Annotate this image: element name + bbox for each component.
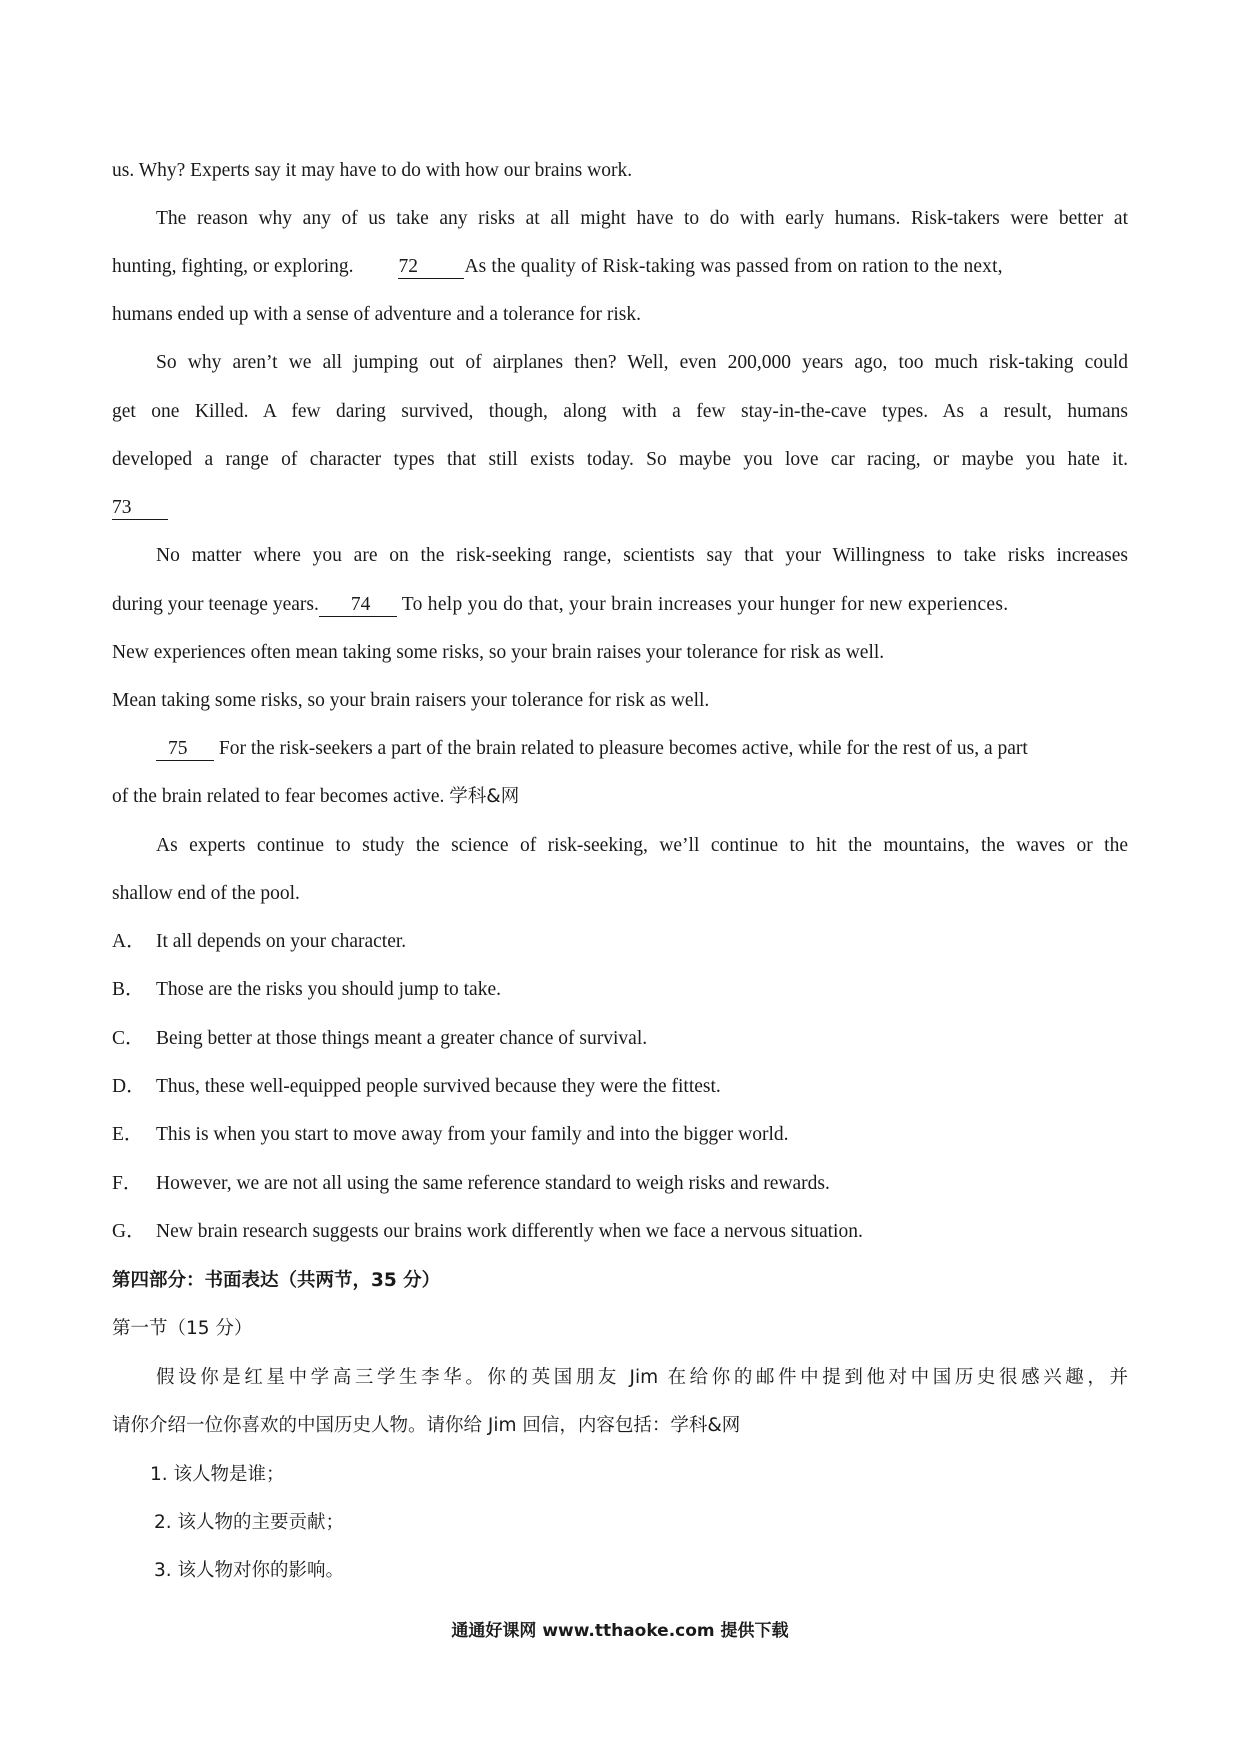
prompt-item: 3. 该人物对你的影响。 xyxy=(154,1560,345,1581)
passage-line: us. Why? Experts say it may have to do with how our brains work. xyxy=(112,160,633,181)
passage-line xyxy=(112,784,1128,810)
option-letter: D． xyxy=(112,1076,146,1097)
passage-text: during your teenage years. xyxy=(112,594,319,615)
passage-text: hunting, fighting, or exploring. xyxy=(112,256,354,277)
option-letter: F． xyxy=(112,1173,143,1194)
passage-line: humans ended up with a sense of adventure and a tolerance for risk. xyxy=(112,304,642,325)
option-f xyxy=(112,1171,1128,1197)
option-text: New brain research suggests our brains work differently when we face a nervous situation. xyxy=(156,1221,863,1242)
option-a xyxy=(112,929,1128,955)
passage-line xyxy=(112,592,1128,618)
passage-line: Mean taking some risks, so your brain raisers your tolerance for risk as well. xyxy=(112,690,710,711)
option-e xyxy=(112,1122,1128,1148)
passage-text: of the brain related to fear becomes active. xyxy=(112,786,445,807)
option-letter: B． xyxy=(112,979,145,1000)
prompt-item: 2. 该人物的主要贡献； xyxy=(154,1512,345,1533)
writing-prompt-line: 请你介绍一位你喜欢的中国历史人物。请你给 Jim 回信，内容包括：学科&网 xyxy=(112,1415,741,1436)
passage-line: As experts continue to study the science of risk-seeking, we’ll continue to hit the mountains, the waves or the xyxy=(156,835,1128,856)
option-text: Being better at those things meant a greater chance of survival. xyxy=(156,1028,648,1049)
passage-line: get one Killed. A few daring survived, though, along with a few stay-in-the-cave types. As a result, humans xyxy=(112,401,1128,422)
option-c xyxy=(112,1026,1128,1052)
passage-line: So why aren’t we all jumping out of airplanes then? Well, even 200,000 years ago, too much risk-taking could xyxy=(156,352,1128,373)
passage-line: New experiences often mean taking some risks, so your brain raises your tolerance for risk as well. xyxy=(112,642,885,663)
watermark-text: 学科&网 xyxy=(449,786,520,807)
blank-74: 74 xyxy=(319,594,397,617)
passage-text: To help you do that, your brain increases your hunger for new experiences. xyxy=(401,594,1009,615)
section-subheading: 第一节（15 分） xyxy=(112,1318,253,1339)
passage-line: shallow end of the pool. xyxy=(112,883,300,904)
blank-72: 72 xyxy=(398,256,464,279)
passage-line xyxy=(112,254,1128,280)
passage-text: For the risk-seekers a part of the brain related to pleasure becomes active, while for the rest of us, a part xyxy=(218,738,1028,759)
passage-line xyxy=(112,495,1128,521)
section-heading: 第四部分：书面表达（共两节，35 分） xyxy=(112,1270,441,1291)
option-d xyxy=(112,1074,1128,1100)
passage-line: developed a range of character types that still exists today. So maybe you love car racing, or maybe you hate it. xyxy=(112,449,1128,470)
option-text: It all depends on your character. xyxy=(156,931,407,952)
blank-75: 75 xyxy=(156,738,214,761)
passage-line: The reason why any of us take any risks at all might have to do with early humans. Risk-takers were better at xyxy=(156,208,1128,229)
passage-line xyxy=(156,736,1128,762)
page-footer: 通通好课网 www.tthaoke.com 提供下载 xyxy=(451,1621,789,1641)
option-letter: A． xyxy=(112,931,146,952)
option-letter: E． xyxy=(112,1124,144,1145)
option-text: This is when you start to move away from your family and into the bigger world. xyxy=(156,1124,789,1145)
option-text: However, we are not all using the same reference standard to weigh risks and rewards. xyxy=(156,1173,830,1194)
writing-prompt-line: 假设你是红星中学高三学生李华。你的英国朋友 Jim 在给你的邮件中提到他对中国历史很感兴趣，并 xyxy=(156,1367,1128,1388)
passage-text: As the quality of Risk-taking was passed from on ration to the next, xyxy=(464,256,1003,277)
passage-line: No matter where you are on the risk-seeking range, scientists say that your Willingness to take risks increases xyxy=(156,545,1128,566)
option-text: Those are the risks you should jump to take. xyxy=(156,979,501,1000)
option-text: Thus, these well-equipped people survived because they were the fittest. xyxy=(156,1076,721,1097)
option-letter: G． xyxy=(112,1221,146,1242)
option-b xyxy=(112,977,1128,1003)
prompt-item: 1. 该人物是谁； xyxy=(150,1464,285,1485)
option-letter: C． xyxy=(112,1028,145,1049)
option-g xyxy=(112,1219,1128,1245)
blank-73: 73 xyxy=(112,497,168,520)
